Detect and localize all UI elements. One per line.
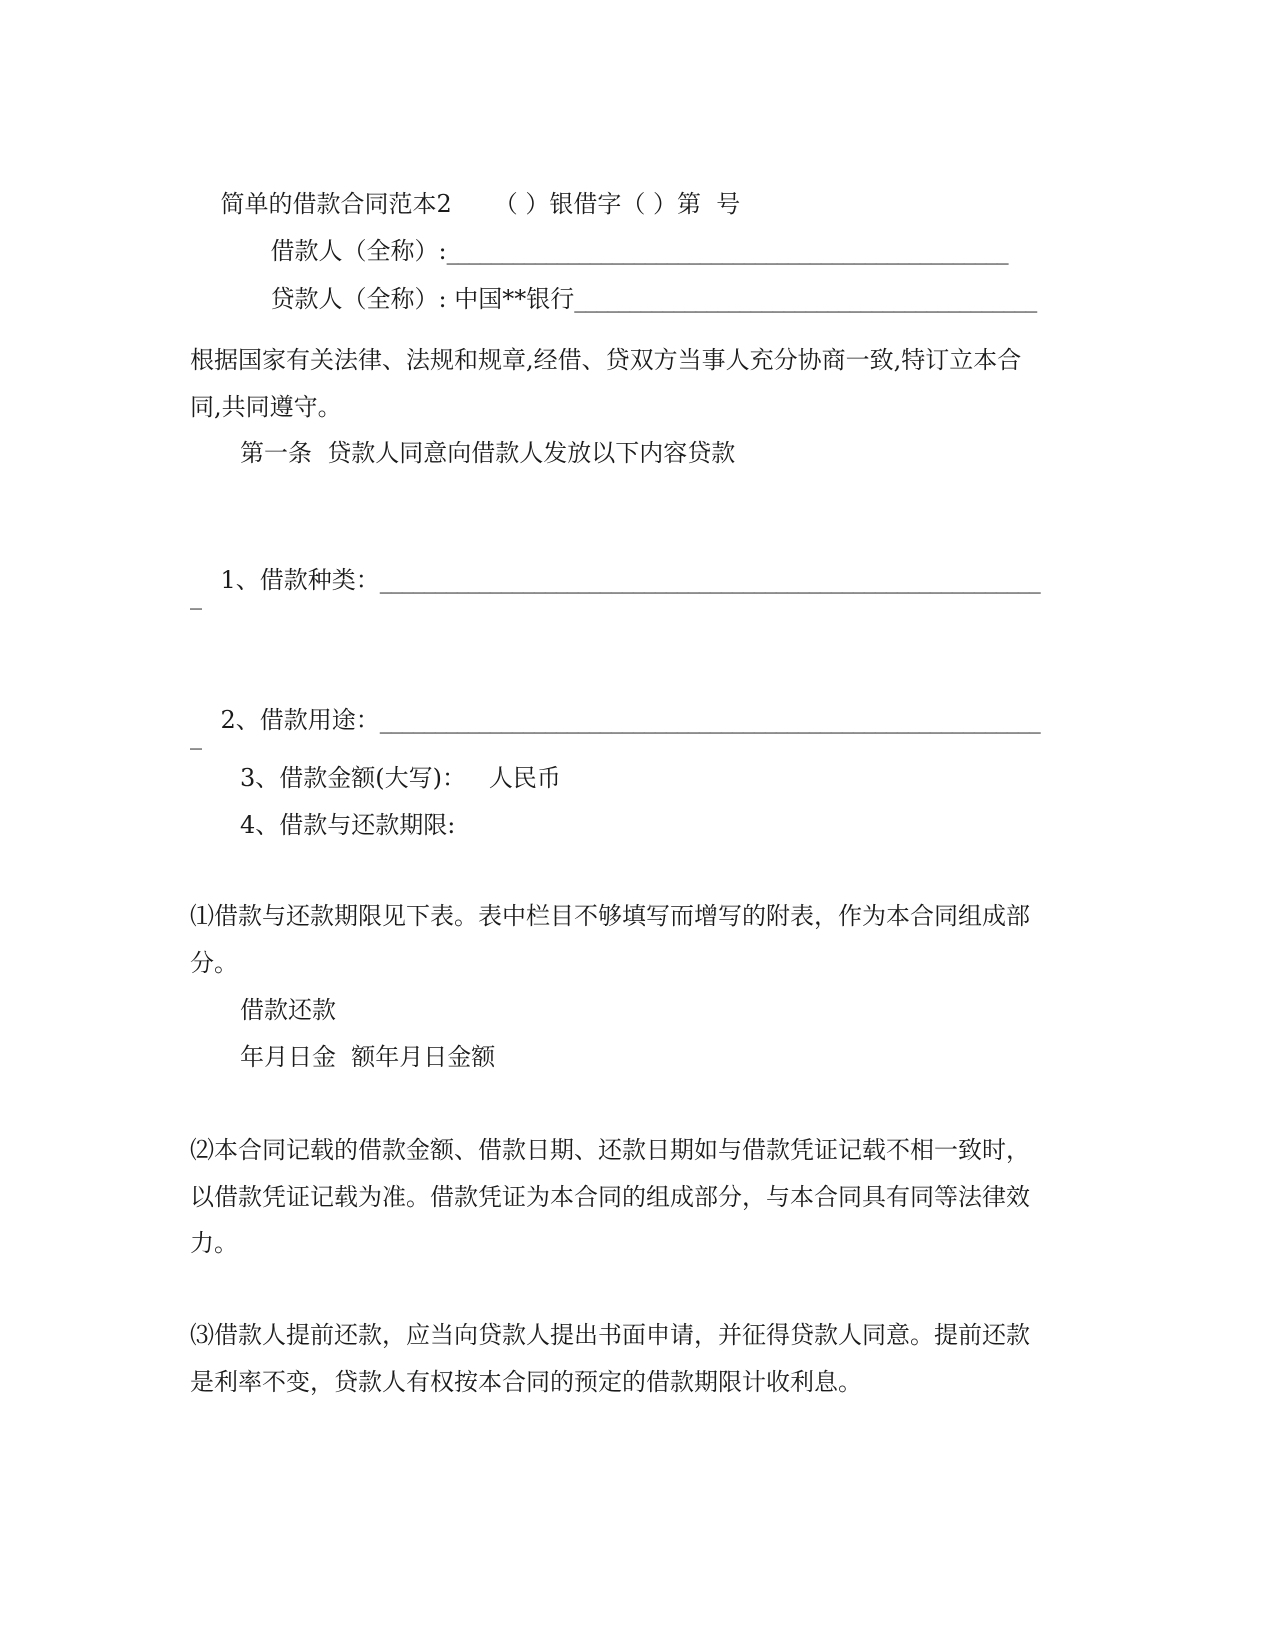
loan-purpose-blank-continued: _ — [190, 722, 202, 750]
term-3-line-2: 是利率不变，贷款人有权按本合同的预定的借款期限计收利息。 — [190, 1368, 862, 1396]
loan-purpose-blank: ____________________________________________________________ — [379, 706, 1040, 734]
preamble-line-1: 根据国家有关法律、法规和规章,经借、贷双方当事人充分协商一致,特订立本合 — [190, 346, 1022, 374]
loan-amount-line: 3、借款金额(大写)： 人民币 — [240, 764, 561, 792]
term-3-line-1: ⑶借款人提前还款，应当向贷款人提出书面申请，并征得贷款人同意。提前还款 — [190, 1321, 1030, 1349]
lender-line — [240, 251, 1036, 347]
loan-type-label: 1、借款种类： — [220, 566, 380, 594]
term-1-line-1: ⑴借款与还款期限见下表。表中栏目不够填写而增写的附表，作为本合同组成部 — [190, 902, 1030, 930]
term-2-line-2: 以借款凭证记载为准。借款凭证为本合同的组成部分，与本合同具有同等法律效 — [190, 1183, 1030, 1211]
lender-label: 贷款人（全称）: 中国**银行 — [270, 285, 575, 313]
borrower-blank: ___________________________________________________ — [446, 237, 1008, 265]
lender-blank: __________________________________________ — [574, 285, 1037, 313]
reference-number: （ ）银借字（ ）第 号 — [493, 190, 741, 218]
loan-type-blank-continued: _ — [190, 582, 202, 610]
term-2-line-1: ⑵本合同记载的借款金额、借款日期、还款日期如与借款凭证记载不相一致时， — [190, 1136, 1030, 1164]
loan-purpose-label: 2、借款用途： — [220, 706, 380, 734]
loan-term-line: 4、借款与还款期限: — [240, 811, 456, 839]
schedule-table-columns: 年月日金 额年月日金额 — [240, 1043, 496, 1071]
loan-purpose-line — [190, 672, 1040, 768]
document-title: 简单的借款合同范本2 — [220, 190, 452, 218]
loan-type-blank: ____________________________________________________________ — [379, 566, 1040, 594]
term-1-line-2: 分。 — [190, 949, 238, 977]
term-2-line-3: 力。 — [190, 1229, 238, 1257]
borrower-label: 借款人（全称）: — [270, 237, 447, 265]
preamble-line-2: 同,共同遵守。 — [190, 393, 342, 421]
loan-type-line — [190, 532, 1040, 628]
schedule-table-header: 借款还款 — [240, 996, 336, 1024]
article-1-heading: 第一条 贷款人同意向借款人发放以下内容贷款 — [240, 439, 736, 467]
